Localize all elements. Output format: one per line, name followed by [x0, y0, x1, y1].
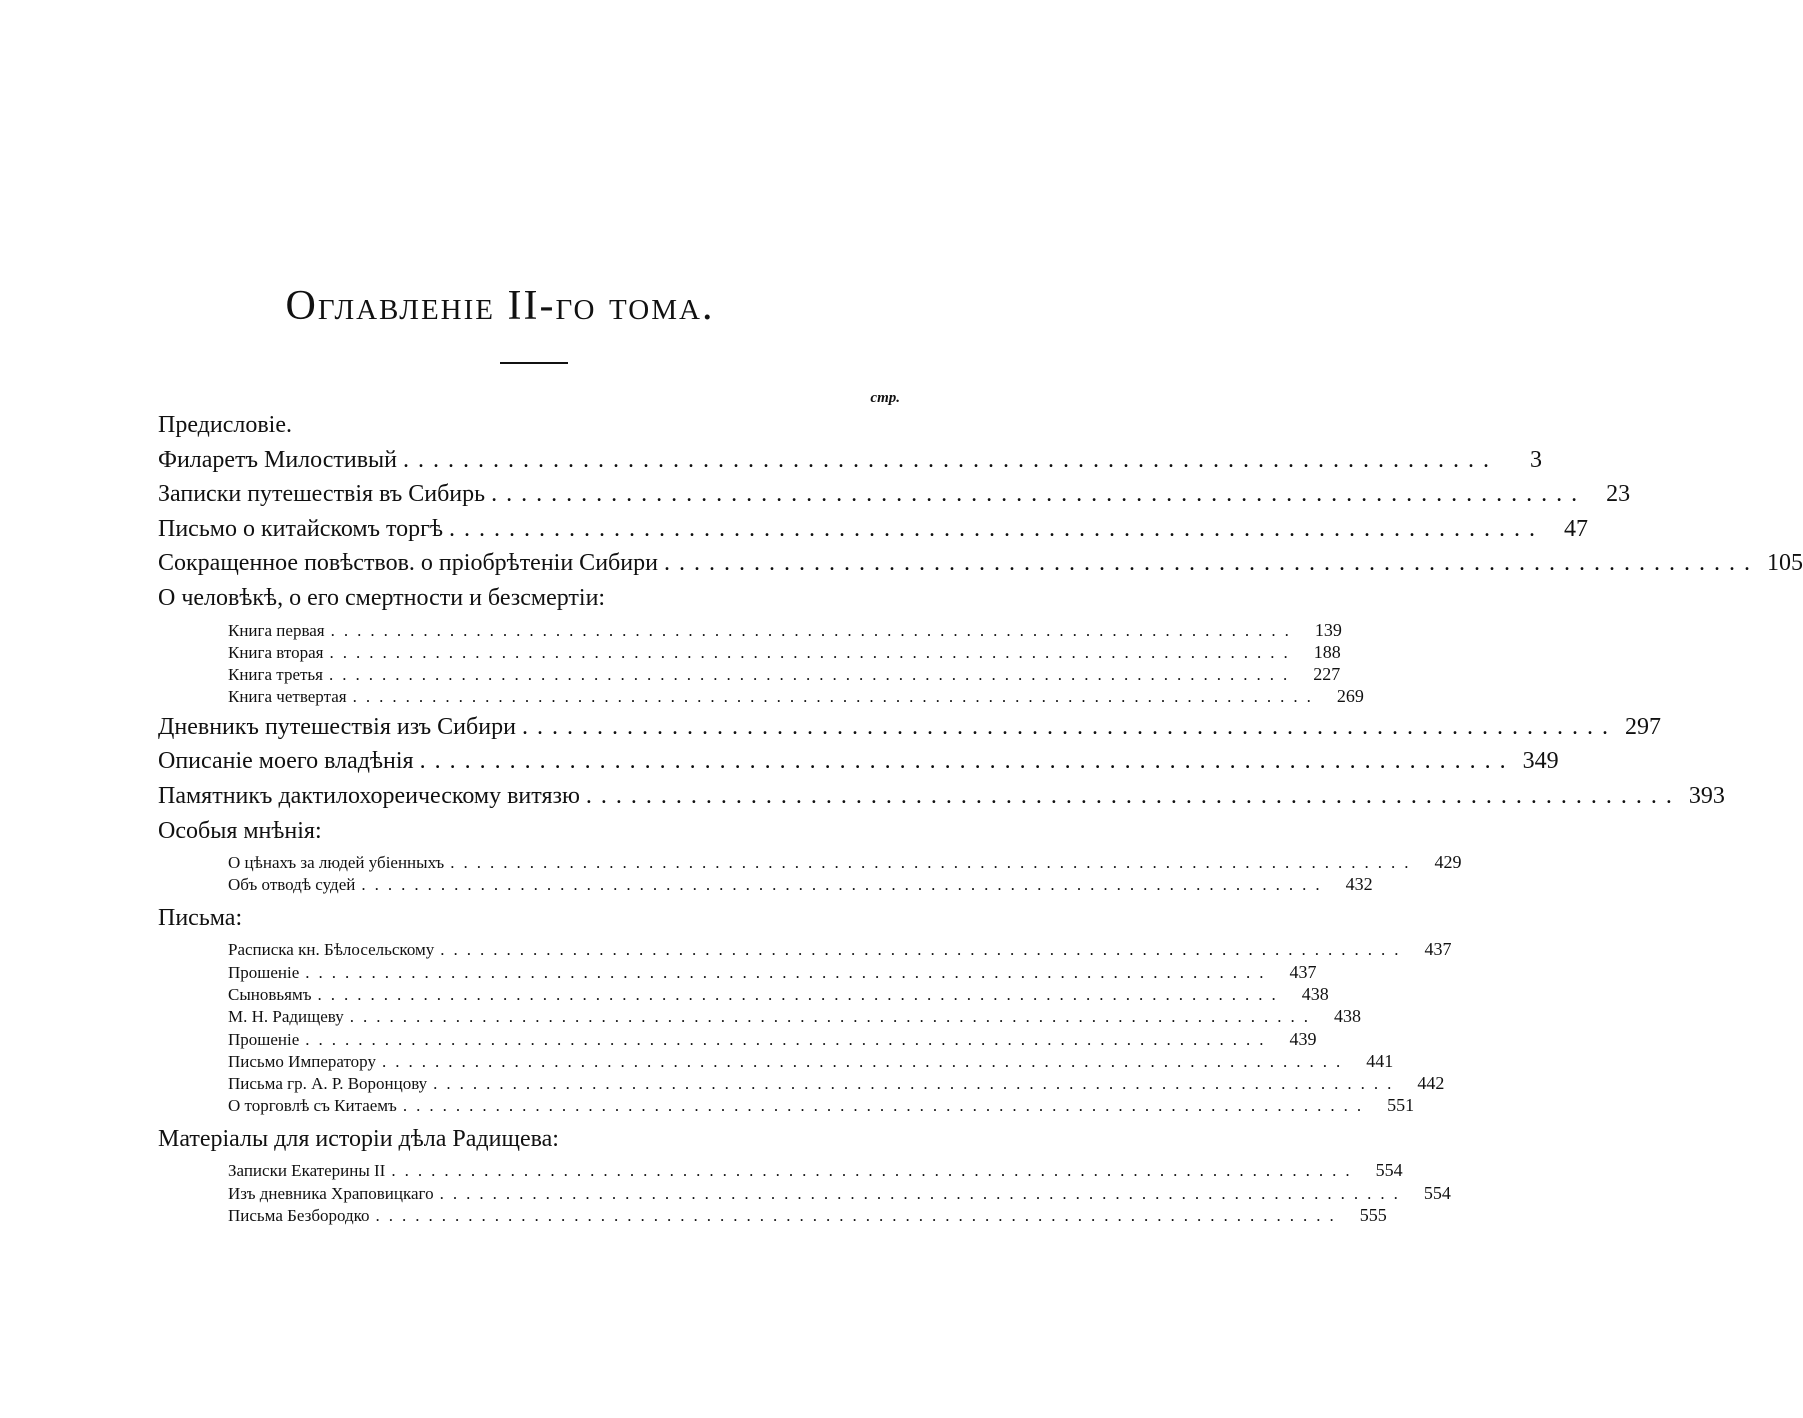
- toc-entry-pismo-torg: [158, 515, 1589, 551]
- toc-entry-page: 47: [1564, 515, 1589, 542]
- dot-leader: .........................................................................: [402, 1096, 1371, 1116]
- toc-entry-page: 441: [1366, 1050, 1394, 1071]
- toc-subentry: [158, 983, 1329, 1006]
- toc-entry-title: Объ отводѣ судей: [228, 875, 356, 895]
- dot-leader: .........................................................................: [440, 940, 1408, 960]
- toc-heading-materialy: Матеріалы для исторіи дѣла Радищева:: [158, 1125, 559, 1152]
- toc-entry-title: Изъ дневника Храповицкаго: [228, 1183, 434, 1203]
- toc-subentry: [158, 852, 1462, 874]
- toc-entry-page: 554: [1375, 1160, 1403, 1181]
- toc-subentry: [158, 1050, 1394, 1073]
- toc-entry-page: 23: [1606, 481, 1631, 508]
- dot-leader: .........................................................................: [330, 620, 1298, 640]
- toc-entry-page: 438: [1301, 983, 1329, 1004]
- toc-entry-page: 439: [1289, 1028, 1317, 1049]
- dot-leader: .........................................................................: [391, 1161, 1359, 1181]
- toc-entry-page: 438: [1333, 1006, 1361, 1027]
- dot-leader: .........................................................................: [329, 665, 1297, 685]
- toc-entry-zapiski-sibir: [158, 481, 1631, 516]
- dot-leader: .........................................................................: [305, 1029, 1273, 1049]
- toc-entry-page: 555: [1359, 1204, 1387, 1225]
- toc-entry-title: Письма Безбородко: [228, 1205, 370, 1225]
- toc-entry-dnevnik: [158, 713, 1661, 749]
- toc-entry-title: Сокращенное повѣствов. о пріобрѣтеніи Сибири: [158, 550, 658, 577]
- toc-entry-title: М. Н. Радищеву: [228, 1007, 344, 1027]
- toc-entry-page: 393: [1688, 782, 1725, 809]
- toc-entry-title: Расписка кн. Бѣлосельскому: [228, 940, 435, 960]
- toc-entry-page: 437: [1424, 939, 1452, 960]
- toc-entry-page: 432: [1345, 874, 1373, 895]
- dot-leader: .........................................................................: [439, 1183, 1407, 1203]
- dot-leader: .........................................................................: [352, 687, 1320, 707]
- toc-entry-title: Записки путешествія въ Сибирь: [158, 481, 486, 508]
- toc-subentry: [158, 641, 1341, 664]
- dot-leader: .........................................................................: [449, 515, 1545, 542]
- dot-leader: .........................................................................: [491, 481, 1587, 508]
- title-divider: [500, 362, 568, 364]
- toc-subentry: [158, 939, 1452, 961]
- toc-entry-page: 442: [1417, 1073, 1445, 1094]
- toc-entry-page: 3: [1530, 446, 1543, 473]
- toc-subentry: [158, 961, 1317, 984]
- dot-leader: .........................................................................: [403, 446, 1499, 473]
- toc-subentry: [158, 1160, 1403, 1182]
- dot-leader: .........................................................................: [419, 748, 1515, 775]
- toc-entry-title: Книга четвертая: [228, 687, 347, 707]
- toc-heading-pisma: Письма:: [158, 904, 243, 931]
- toc-subentry: [158, 874, 1373, 896]
- toc-entry-page: 551: [1387, 1095, 1415, 1116]
- toc-subentry: [158, 1073, 1445, 1095]
- toc-subentry: [158, 664, 1341, 686]
- toc-entry-title: Прошеніе: [228, 962, 300, 982]
- toc-subentry: [158, 1028, 1317, 1051]
- dot-leader: .........................................................................: [450, 853, 1418, 873]
- dot-leader: .........................................................................: [329, 642, 1297, 662]
- toc-entry-title: Письмо Императору: [228, 1051, 376, 1071]
- dot-leader: .........................................................................: [349, 1007, 1317, 1027]
- toc-entry-page: 437: [1289, 961, 1317, 982]
- toc-entry-title: О цѣнахъ за людей убіенныхъ: [228, 853, 445, 873]
- toc-entry-title: Сыновьямъ: [228, 984, 312, 1004]
- toc-entry-page: 139: [1314, 619, 1342, 640]
- toc-subentry: [158, 619, 1342, 642]
- toc-entry-page: 349: [1522, 748, 1559, 775]
- toc-entry-title: Письмо о китайскомъ торгѣ: [158, 515, 444, 542]
- toc-entry-title: Описаніе моего владѣнія: [158, 748, 414, 775]
- toc-entry-filaret: [158, 446, 1543, 482]
- toc-entry-sokrashchennoe: [158, 550, 1803, 585]
- toc-subentry: [158, 686, 1364, 708]
- toc-entry-page: 297: [1624, 713, 1661, 740]
- page-title: Оглавленіе II-го тома.: [285, 283, 715, 329]
- toc-entry-page: 269: [1336, 686, 1364, 707]
- toc-entry-title: Книга третья: [228, 665, 323, 685]
- toc-entry-title: Дневникъ путешествія изъ Сибири: [158, 713, 516, 740]
- toc-entry-title: Книга первая: [228, 620, 325, 640]
- toc-entry-title: Письма гр. А. Р. Воронцову: [228, 1074, 428, 1094]
- toc-entry-opisanie: [158, 748, 1559, 783]
- toc-entry-title: Памятникъ дактилохореическому витязю: [158, 782, 580, 809]
- toc-entry-page: 188: [1313, 641, 1341, 662]
- dot-leader: .........................................................................: [305, 962, 1273, 982]
- toc-entry-title: О торговлѣ съ Китаемъ: [228, 1096, 397, 1116]
- dot-leader: .........................................................................: [521, 713, 1617, 740]
- dot-leader: .........................................................................: [663, 550, 1759, 577]
- toc-subentry: [158, 1204, 1387, 1227]
- dot-leader: .........................................................................: [433, 1074, 1401, 1094]
- toc-subentry: [158, 1182, 1451, 1205]
- table-of-contents: [158, 412, 1803, 1227]
- toc-entry-title: Записки Екатерины II: [228, 1161, 386, 1181]
- toc-subentry: [158, 1095, 1415, 1117]
- dot-leader: .........................................................................: [361, 875, 1329, 895]
- toc-subentry: [158, 1006, 1361, 1028]
- toc-entry-page: 554: [1423, 1182, 1451, 1203]
- dot-leader: .........................................................................: [585, 782, 1681, 809]
- toc-entry-title: Прошеніе: [228, 1029, 300, 1049]
- toc-entry-page: 429: [1434, 852, 1462, 873]
- toc-heading-o-cheloveke: О человѣкѣ, о его смертности и безсмертіи:: [158, 584, 606, 611]
- toc-heading-osobye: Особыя мнѣнія:: [158, 817, 322, 844]
- dot-leader: .........................................................................: [317, 984, 1285, 1004]
- dot-leader: .........................................................................: [381, 1051, 1350, 1071]
- toc-entry-page: 105: [1766, 550, 1803, 577]
- toc-entry-page: 227: [1313, 664, 1341, 685]
- page-column-label: стр.: [870, 390, 900, 406]
- toc-heading-preface: Предисловіе.: [158, 412, 293, 438]
- dot-leader: .........................................................................: [375, 1205, 1343, 1225]
- toc-entry-pamyatnik: [158, 782, 1725, 818]
- toc-entry-title: Филаретъ Милостивый: [158, 446, 398, 473]
- toc-entry-title: Книга вторая: [228, 642, 324, 662]
